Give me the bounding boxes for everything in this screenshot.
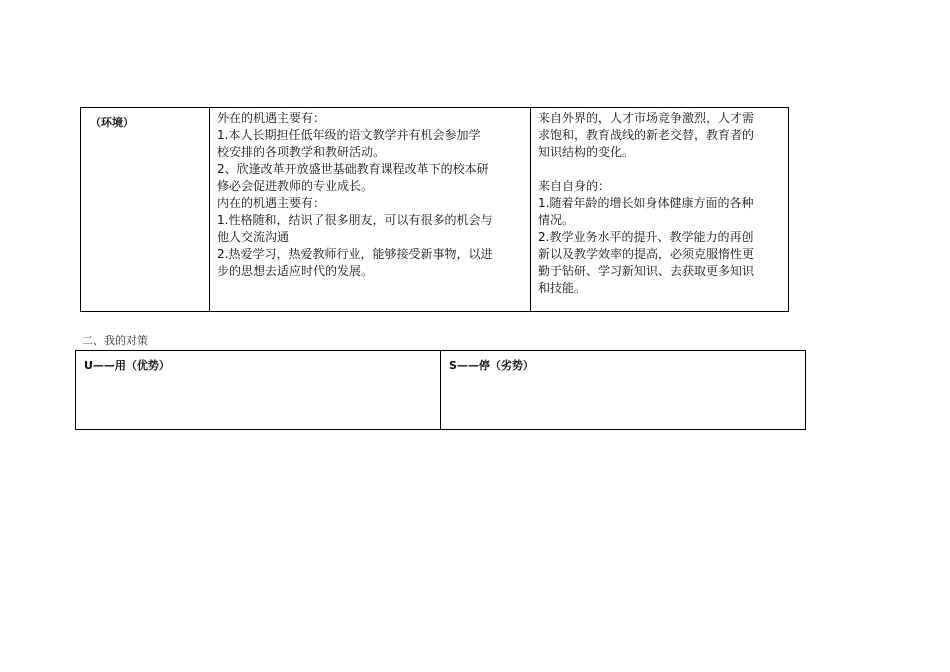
text-line: 来自外界的，人才市场竞争激烈，人才需: [538, 111, 755, 125]
weaknesses-cell: S——停（劣势）: [441, 351, 806, 430]
text-line: 内在的机遇主要有：: [217, 196, 326, 210]
opportunities-cell: [210, 108, 531, 312]
text-line: 1.随着年龄的增长如身体健康方面的各种: [538, 196, 754, 210]
row-label-environment: （环境）: [81, 108, 210, 312]
text-line: 情况。: [538, 213, 575, 227]
text-line: 知识结构的变化。: [538, 145, 635, 159]
text-line: 步的思想去适应时代的发展。: [217, 264, 374, 278]
swot-table-environment: [80, 107, 789, 312]
text-line: 2.热爱学习，热爱教师行业，能够接受新事物，以进: [217, 247, 493, 261]
text-line: 来自自身的：: [538, 179, 611, 193]
text-line: 2.教学业务水平的提升、教学能力的再创: [538, 230, 754, 244]
text-line: 他人交流沟通: [217, 230, 290, 244]
strategy-table: [75, 350, 806, 430]
text-line: 校安排的各项教学和教研活动。: [217, 145, 386, 159]
text-line: 2、欣逢改革开放盛世基础教育课程改革下的校本研: [217, 162, 489, 176]
table-row: [76, 351, 806, 430]
text-line: 求饱和，教育战线的新老交替，教育者的: [538, 128, 755, 142]
table-row: [81, 108, 789, 312]
text-line: 外在的机遇主要有：: [217, 111, 326, 125]
section-heading: 二、我的对策: [82, 334, 148, 347]
threats-cell: [531, 108, 789, 312]
text-line: 1.性格随和，结识了很多朋友，可以有很多的机会与: [217, 213, 493, 227]
text-line: 和技能。: [538, 281, 587, 295]
text-line: 勤于钻研、学习新知识、去获取更多知识: [538, 264, 755, 278]
text-line: 新以及教学效率的提高，必须克服惰性更: [538, 247, 755, 261]
strengths-cell: U——用（优势）: [76, 351, 441, 430]
blank-line: [538, 161, 781, 178]
text-line: 1.本人长期担任低年级的语文教学并有机会参加学: [217, 128, 481, 142]
text-line: 修必会促进教师的专业成长。: [217, 179, 374, 193]
